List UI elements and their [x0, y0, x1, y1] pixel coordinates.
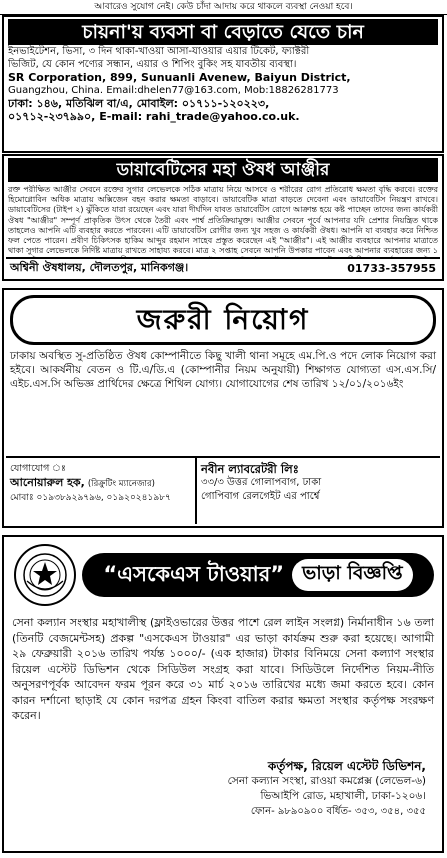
sks-ad-title-rest: ভাড়া বিজ্ঞপ্তি	[292, 559, 413, 591]
diabetes-ad-phone: 01733-357955	[347, 261, 436, 275]
sks-ad-title	[82, 553, 434, 597]
sks-tower-rent-ad	[2, 535, 444, 853]
sks-ad-org: সেনা কল্যান সংস্থা, রাওয়া কমপ্লেক্স (লেভেল-৬)	[227, 775, 426, 787]
contact-label: যোগাযোগ ঃ	[10, 463, 66, 474]
recruitment-ad-body: ঢাকায় অবস্থিত সু-প্রতিষ্ঠিত ঔষধ কোম্পানীতে কিছু খালী থানা সমূহে এম.পি.ও পদে লোক নিয়োগ করা হইবে। আকর্ষনীয় বেতন ও টি.এ/ডি.এ (কোম্পানীর নিয়ম অনুযায়ী) শিক্ষাগত যোগ্যতা এস.এস.সি/এইচ.এস.সি অভিজ্ঞ প্রার্থিদের ক্ষেত্রে শিথিল যোগ্য। যোগাযোগের শেষ তারিখ ১২/০১/২০১৬ইং	[10, 350, 436, 390]
china-ad-line-6: ০১৭১২-২৩৭৯৯০, E-mail: rahi_trade@yahoo.co.uk.	[8, 110, 300, 123]
sks-ad-header	[8, 541, 438, 609]
emblem-icon	[21, 551, 69, 599]
sks-ad-signature	[8, 759, 438, 819]
lab-address-1: ৩৩/৩ উত্তর গোলাপবাগ, ঢাকা	[200, 477, 322, 488]
sena-kalyan-emblem-icon	[14, 544, 76, 606]
china-ad-line-4: Guangzhou, China. Email:dhelen77@163.com, Mob:18826281773	[8, 85, 339, 96]
china-ad-headline: চায়না'য় ব্যবসা বা বেড়াতে যেতে চান	[8, 19, 438, 45]
diabetes-ad-shop: অশ্বিনী ঔষধালয়, দৌলতপুর, মানিকগঞ্জ।	[10, 260, 189, 274]
recruitment-lab-info	[197, 458, 440, 524]
diabetes-medicine-ad	[2, 154, 444, 281]
china-ad-line-3: SR Corporation, 899, Sunuanli Avenew, Baiyun District,	[8, 71, 351, 84]
sks-ad-title-quoted: “এসকেএস টাওয়ার”	[103, 561, 285, 586]
urgent-recruitment-ad	[2, 288, 444, 528]
top-strip-text: আবারেও সুযোগ নেই। কেউ চাঁদা আদায় করে থাকলে ব্যবস্থা নেওয়া হবে।	[0, 0, 447, 15]
diabetes-ad-footer	[6, 257, 440, 277]
contact-role: (রিক্রুটিং ম্যানেজার)	[87, 479, 155, 489]
china-business-ad	[2, 15, 444, 153]
china-ad-line-2: ভিজিট, যে কোন পণ্যের সন্ধান, এয়ার ও শিপিং বুকিং সহ যাবতীয় ব্যবস্থা।	[8, 59, 297, 70]
sks-ad-authority: কর্তৃপক্ষ, রিয়েল এস্টেট ডিভিশন,	[267, 759, 426, 773]
diabetes-ad-headline: ডায়াবেটিসের মহা ঔষধ আঞ্জীর	[8, 158, 438, 182]
lab-address-2: গোপিবাগ রেলগেইট এর পার্শ্বে	[200, 491, 320, 502]
recruitment-ad-contact	[6, 456, 440, 524]
sks-ad-phone: ফোন- ৯৮৯০৯০০ বর্ধিত- ৩৫৩, ৩৫৪, ৩৫৫	[250, 806, 426, 817]
contact-name: আনোয়ারুল হক,	[10, 476, 85, 489]
diabetes-ad-body: রক্ত পরীক্ষিত আঞ্জীর সেবনে রক্তের সুগার লেভেলকে সঠিক মাত্রায় নিয়ে আসবে ও শরীরের রোগ প্রতিরোধ ক্ষমতা বৃদ্ধি করবে। রক্তের হিমোগ্লোবিন অধিক মাত্রায় অক্সিজেন বহন করার ক্ষমতা বাড়াবে। ডায়াবেটিক মাত্রা বাড়তে দেবেনা এবং ডায়াবেটিস নিয়ন্ত্রণ রাখবে। ডায়াবেটিসের (টাইপ ২) ঝুঁকিতে যারা রয়েছেন এবং যারা দীর্ঘদিন যাবত ডায়াবেটিস রোগে আক্রান্ত হয়ে কষ্ট পাচ্ছেন তাদের জন্য কার্যকরী ঔষধ "আঞ্জীর" সম্পূর্ণ প্রাকৃতিক উৎস থেকে তৈরী এবং পার্শ্ব প্রতিক্রিয়ামুক্ত। আঞ্জীর সেবনে পূর্বে আপনার যদি প্রেশার নিয়ন্ত্রিত থাকে তাহলেও আপনি এটি ব্যবহার করতে পারবেন। এটি ডায়াবেটিস রোগীর জন্য খুব সহজ ও কার্যকরী ঔষধ। আপনি যা ব্যবহার করে নিশ্চিত ফল পেতে পারেন। প্রবীণ চিকিৎসক হাকিম আব্দুর রহমান সাহেব প্রস্তুত করেছেন এই "আঞ্জীর"। এই আঞ্জীর ব্যবহারে আপনার মাত্রাতে থাকা সুগার লেভেলকে নির্দিষ্ট মাত্রায় রাখতে সাহায্য করবে। মাত্র ২ সপ্তাহ সেবনে আপনি উপকার পাবেন এবং আপনার ব্যবহারের জন্য ১	[8, 185, 438, 256]
sks-ad-address: ভিআইপি রোড, মহাখালী, ঢাকা-১২০৬।	[260, 790, 426, 802]
recruitment-contact-person	[6, 458, 197, 524]
sks-ad-body: সেনা কল্যান সংস্থার মহাখালীস্থ (ফ্লাইওভারের উত্তর পাশে রেল লাইন সংলগ্ন) নির্মানাধীন ১৬ তলা (তিনটি বেজমেন্টসহ) প্রকল্প "এসকেএস টাওয়ার" এর ভাড়া কার্যক্রম শুরু করা হয়েছে। আগামী ২৯ ফেব্রুয়ারী ২০১৬ তারিখ পর্যন্ত ১০০০/- (এক হাজার) টাকার বিনিময়ে সেনা কল্যাণ সংস্থার রিয়েল এস্টেট ডিভিশন থেকে সিডিউল সংগ্রহ করা যাবে। সিডিউলে নির্দেশিত নিয়ম-নীতি অনুসরণপূর্বক আবেদন ফরম পূরন করে ৩১ মার্চ ২০১৬ তারিখের মধ্যে জমা করতে হবে। কোন কারন দর্শানো ছাড়াই যে কোন দরপত্র গ্রহন কিংবা বাতিল করার ক্ষমতা সংস্থার কর্তৃপক্ষ সংরক্ষণ করেন।	[12, 616, 434, 722]
lab-name: নবীন ল্যাবরেটরী লিঃ	[200, 462, 299, 476]
china-ad-line-5: ঢাকা: ১৪৬, মতিঝিল বা/এ, মোবাইল: ০১৭১১-১২০২২৩,	[8, 97, 270, 110]
recruitment-ad-headline: জরুরী নিয়োগ	[10, 295, 436, 345]
china-ad-line-1: ইনভাইটেশন, ভিসা, ৩ দিন থাকা-খাওয়া আসা-যাওয়ার এয়ার টিকেট, ফ্যাক্টরী	[8, 46, 310, 57]
contact-mobile: মোবাঃ ০১৯৩৮৯২৯৭৯৬, ০১৯২০২৪১৯৮৭	[10, 493, 171, 503]
